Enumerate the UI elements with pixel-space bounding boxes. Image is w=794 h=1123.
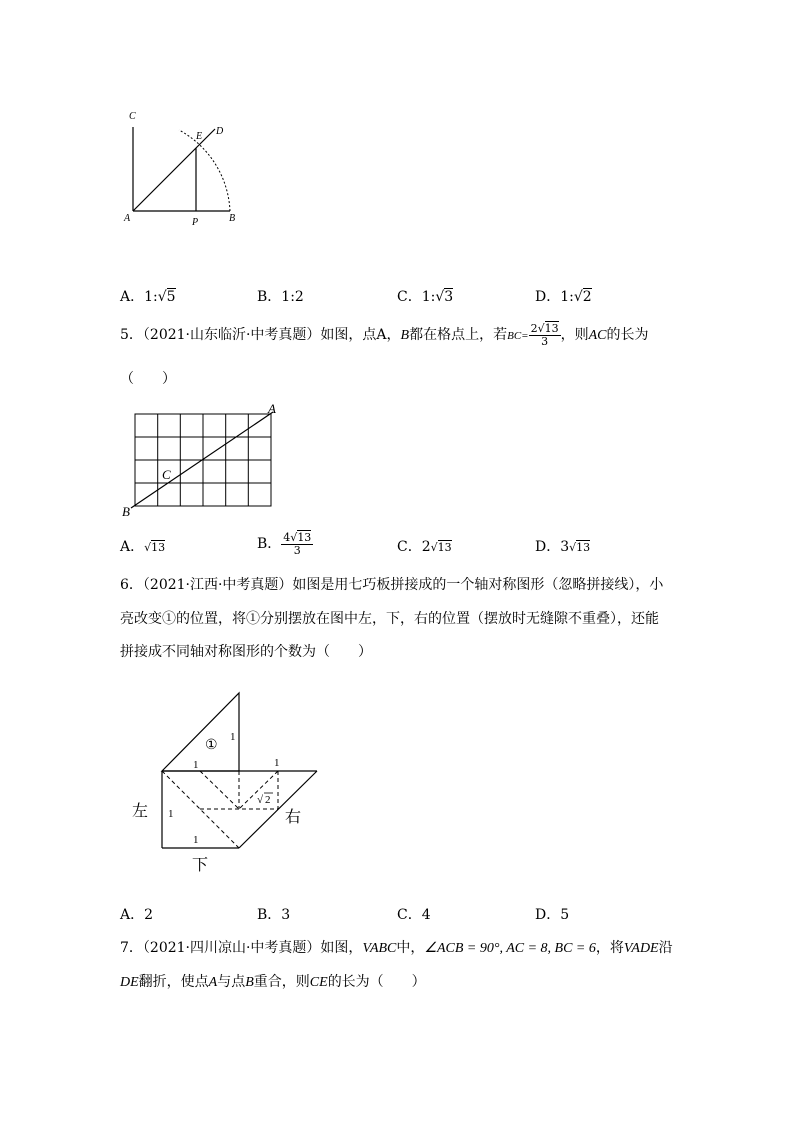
q5-suffix: ，则 [560,327,589,343]
label-e: E [196,131,203,142]
option-b-fraction: $\frac{4√13}{3}$ [283,530,312,557]
q5-mid: 都在格点上，若 [409,327,508,343]
label-1-top-left: 1 [193,759,199,771]
q6-option-d[interactable]: D．5 [535,907,570,923]
q7-text-c: 重合，则 [253,974,310,990]
q7-text-b: 与点 [217,974,246,990]
radicand: 13 [151,541,166,554]
label-c: C [162,467,171,482]
radicand: 5 [166,289,176,305]
q7-triangle-ade: VADE [623,941,659,956]
radicand: 13 [437,541,452,554]
q7-mid1: 中， [396,940,425,956]
q6-option-b[interactable]: B．3 [257,907,291,923]
q5-point-b: B [400,328,410,343]
question-5 [120,320,649,350]
radicand: 13 [576,541,591,554]
q7-line-1 [120,937,673,957]
q5-option-b[interactable] [257,526,313,562]
q7-de: DE [120,975,139,990]
label-right: 右 [285,807,302,826]
label-1-left: 1 [168,808,174,820]
segment-ad [133,129,215,211]
sqrt-sign: √ [435,289,445,305]
q7-triangle-abc: VABC [362,941,397,956]
frac-radicand: 13 [297,530,312,544]
label-1-vertical: 1 [230,731,236,743]
q6-line-3: 拼接成不同轴对称图形的个数为（ ） [120,644,372,660]
q7-prefix: 7．（2021·四川凉山·中考真题）如图， [120,940,363,956]
q5-prefix: 5．（2021·山东临沂·中考真题）如图，点A， [120,327,401,343]
figure-q4 [115,105,255,235]
q5-option-c[interactable]: C．2√13 [397,539,452,555]
q7-ce: CE [309,975,328,990]
label-d: D [216,126,224,137]
option-label: B． [257,536,282,552]
radicand: 2 [582,289,592,305]
sqrt-sign: √ [157,289,167,305]
label-c: C [129,111,136,122]
label-a: A [268,401,276,416]
q5-option-d[interactable]: D．3√13 [535,539,591,555]
q5-option-a[interactable]: A．√13 [120,539,166,555]
q7-condition: ∠ACB = 90°, AC = 8, BC = 6 [424,941,596,956]
sqrt-sign: √ [257,794,264,806]
frac-den: 3 [293,543,301,557]
radicand: 3 [444,289,454,305]
q4-option-c[interactable] [397,286,453,306]
label-down: 下 [192,855,209,874]
figure-q6-tangram [125,685,330,880]
label-a: A [124,213,131,224]
q7-end1: 沿 [658,940,673,956]
label-1-bottom: 1 [193,834,199,846]
label-left: 左 [132,801,149,820]
label-b: B [122,504,130,519]
q5-end: 的长为 [606,327,649,343]
arc-be [179,130,230,211]
label-b: B [229,213,236,224]
option-label: C．1: [397,289,436,305]
option-label: D．3 [535,539,570,555]
q7-point-b: B [245,975,254,990]
q5-bc: BC= [507,330,529,342]
frac-coef: 2 [530,321,538,335]
option-label: A．1: [120,289,158,305]
dash-inner-slant [200,771,239,809]
sqrt-sign: √ [573,289,583,305]
q6-line-1: 6．（2021·江西·中考真题）如图是用七巧板拼接成的一个轴对称图形（忽略拼接线），小 [120,577,664,593]
q4-option-d[interactable] [535,286,592,306]
q4-option-b[interactable] [257,286,304,306]
q5-ac: AC [588,328,607,343]
q7-text-d: 的长为（ ） [327,974,426,990]
q6-option-c[interactable]: C．4 [397,907,431,923]
frac-radicand: 13 [544,321,559,335]
option-label: D．1: [535,289,574,305]
figure-q5-grid [118,398,288,520]
piece-1-triangle [162,693,239,771]
label-sqrt2: 2 [265,794,271,806]
q7-line-2 [120,971,426,991]
label-1-top-right: 1 [274,757,280,769]
option-label: C．2 [397,539,431,555]
circled-one: ① [205,738,218,753]
option-label: A． [120,539,145,555]
q5-fraction: $\frac{2√13}{3}$ [530,321,559,348]
q7-point-a: A [208,975,218,990]
q7-mid2: ，将 [595,940,624,956]
q5-paren: （ ） [120,371,176,387]
frac-coef: 4 [283,530,291,544]
q6-line-2: 亮改变①的位置，将①分别摆放在图中左，下，右的位置（摆放时无缝隙不重叠），还能 [120,611,659,627]
q7-text-a: 翻折，使点 [138,974,209,990]
option-label: B．1:2 [257,289,304,305]
q6-option-a[interactable]: A．2 [120,907,154,923]
label-p: P [192,217,199,228]
q4-option-a[interactable] [120,286,176,306]
frac-den: 3 [541,334,549,348]
